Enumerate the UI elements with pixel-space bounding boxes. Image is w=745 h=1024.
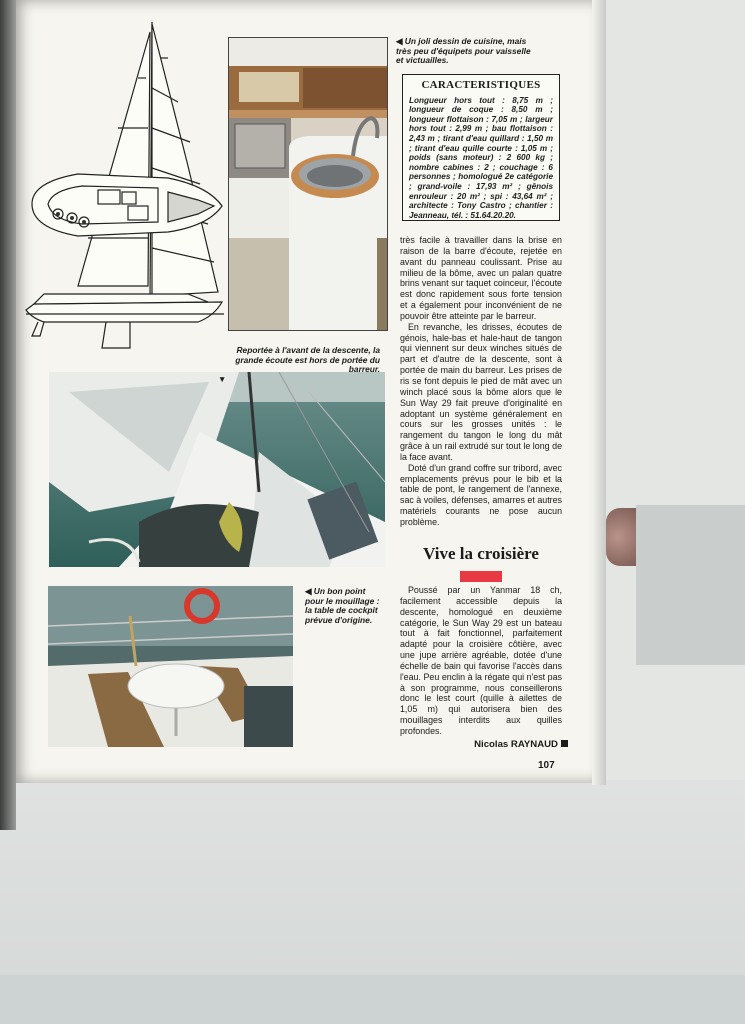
caracteristiques-title: CARACTERISTIQUES: [421, 79, 541, 91]
article-paragraph: très facile à travailler dans la brise en raison de la barre d'écoute, rejetée en avant du panneau coulissant. Prise au milieu de la bôme, avec un palan quatre brins venant sur taquet coinceur, l'écoute est donc rapidement sous forte tension et a également pour inconvénient de ne pouvoir être atteinte par le barreur.: [400, 235, 562, 321]
author-signature: [458, 739, 568, 750]
page-edge: [592, 0, 606, 785]
thumb: [606, 508, 636, 566]
arrow-left-icon: ◀: [305, 586, 312, 596]
article-column-bottom: [400, 585, 562, 737]
arrow-down-icon: ▼: [218, 373, 227, 384]
page-number: 107: [538, 760, 555, 771]
scanner-shadow: [636, 505, 745, 665]
galley-photo: [228, 37, 388, 331]
author-name: Nicolas RAYNAUD: [474, 739, 558, 750]
deck-sailing-photo: [49, 372, 385, 567]
galley-caption: [396, 37, 536, 66]
caracteristiques-text: Longueur hors tout : 8,75 m ; longueur de coque : 8,50 m ; longueur flottaison : 7,05 m ; largeur hors tout : 2,99 m ; bau flottaison : 2,43 m ; tirant d'eau quillard : 1,50 m ; tirant d'eau quille courte : 1,05 m ; poids (sans moteur) : 2 600 kg ; nombre cabines : 2 ; couchage : 6 personnes ; homologué 2e catégorie ; grand-voile : 17,93 m² ; gênois enrouleur : 20 m² ; spi : 43,64 m² ; architecte : Tony Castro ; chantier : Jeanneau, tél. : 51.64.20.20.: [409, 95, 553, 220]
arrow-left-icon: ◀: [396, 36, 403, 46]
article-column-top: [400, 235, 562, 528]
book-gutter-shadow: [0, 0, 16, 830]
magazine-page: [12, 0, 594, 783]
end-square-icon: [561, 740, 568, 747]
scanner-band: [0, 975, 745, 1024]
descente-caption: [218, 345, 380, 384]
article-paragraph: Doté d'un grand coffre sur tribord, avec emplacements prévus pour le bib et la table de pont, le rangement de l'annexe, sac à voiles, défenses, amarres et autres matériels courants ne pose aucun problème.: [400, 462, 562, 527]
boat-plan-drawing: [18, 18, 228, 354]
article-paragraph: En revanche, les drisses, écoutes de génois, hale-bas et hale-haut de tangon qui viennent sur deux winches situés de part et d'autre de la descente, sont à portée de main du barreur. Les prises de ris se font depuis le pied de mât avec un winch placé sous la bôme alors que le Sun Way 29 fait preuve d'originalité en adoptant un système généralement en cours sur les grosses unités : le rangement du tangon le long du mât grâce à un rail extrudé sur tout le long de la face avant.: [400, 321, 562, 462]
descente-caption-text: Reportée à l'avant de la descente, la grande écoute est hors de portée du barreur.: [235, 345, 380, 375]
cockpit-caption-text: Un bon point pour le mouillage : la table de cockpit prévue d'origine.: [305, 586, 380, 625]
cockpit-caption: [305, 587, 385, 625]
galley-caption-text: Un joli dessin de cuisine, mais très peu d'équipets pour vaisselle et victuailles.: [396, 36, 531, 66]
section-heading: Vive la croisière: [423, 544, 539, 563]
accent-bar: [460, 571, 502, 582]
caracteristiques-box: [402, 74, 560, 221]
article-paragraph: Poussé par un Yanmar 18 ch, facilement accessible depuis la descente, homologué en deuxième catégorie, le Sun Way 29 est un bateau tout à fait fonctionnel, parfaitement adapté pour la croisière côtière, avec une jupe arrière agréable, dotée d'une échelle de bain qui favorise l'accès dans l'eau. Peu enclin à la régate qui n'est pas à son programme, nous conseillerons donc le lest court (quille à ailettes de 1,05 m) qui autorisera bien des mouillages interdits aux quilles profondes.: [400, 585, 562, 736]
cockpit-table-photo: [48, 586, 293, 747]
